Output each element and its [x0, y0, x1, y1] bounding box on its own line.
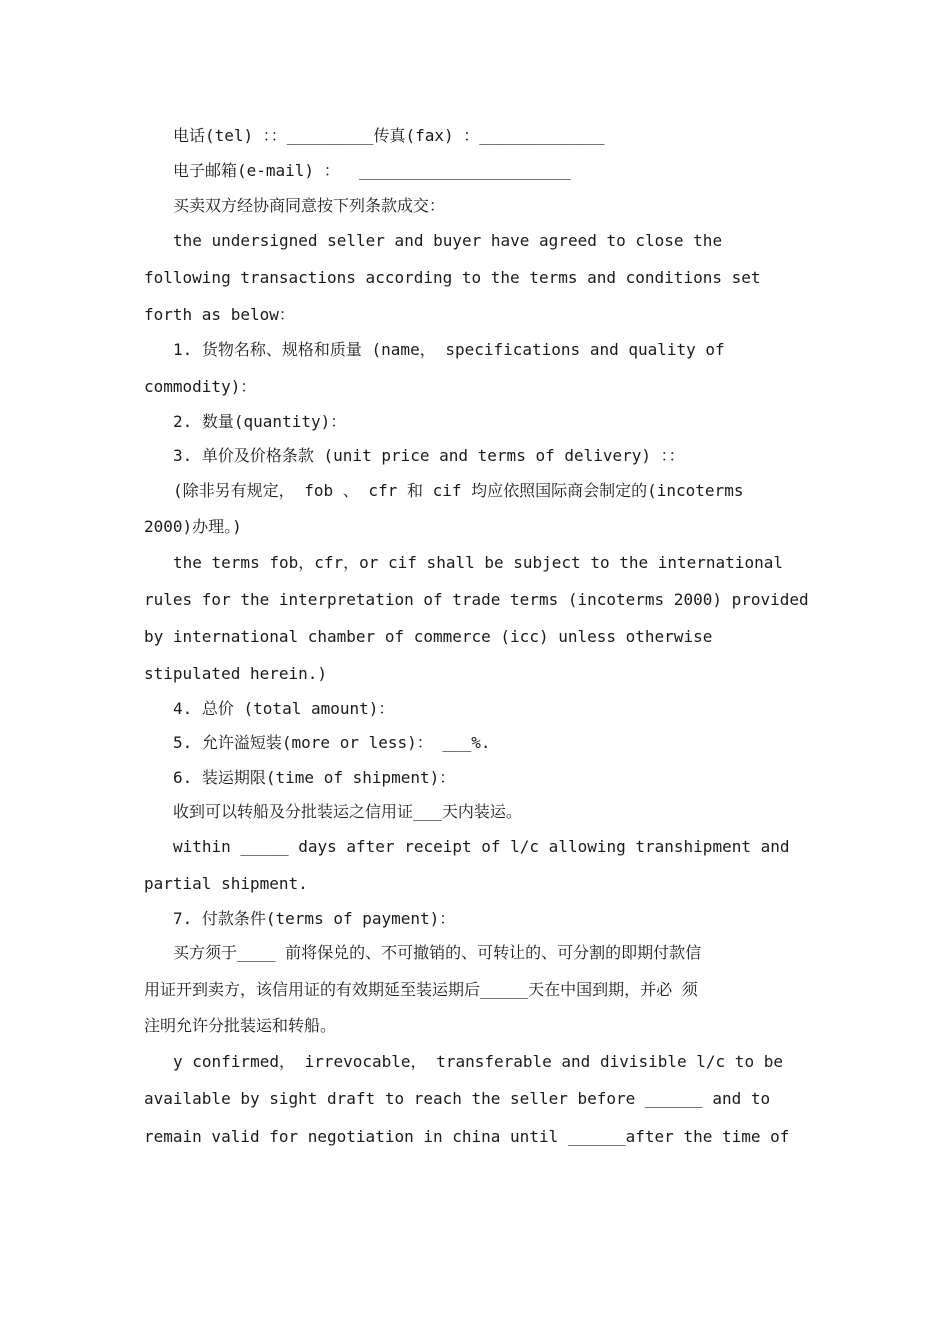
clause-7-detail-en-line-3: remain valid for negotiation in china until ______after the time of	[144, 1127, 790, 1146]
clause-3-note-en-line-4: stipulated herein.)	[144, 664, 328, 683]
agreement-intro-en-line-2: following transactions according to the terms and conditions set	[144, 268, 761, 287]
clause-1-commodity-line-1: 1. 货物名称、规格和质量 (name， specifications and quality of	[173, 340, 725, 359]
clause-2-quantity: 2. 数量(quantity)：	[173, 412, 347, 431]
clause-3-note-en-line-2: rules for the interpretation of trade terms (incoterms 2000) provided	[144, 590, 809, 609]
tel-fax-line: 电话(tel) ：：_________传真(fax) ：_____________	[173, 126, 605, 145]
clause-3-note-en-line-3: by international chamber of commerce (icc) unless otherwise	[144, 627, 713, 646]
clause-3-note-cn-line-1: (除非另有规定， fob 、 cfr 和 cif 均应依照国际商会制定的(incoterms	[173, 481, 744, 500]
clause-5-more-or-less: 5. 允许溢短装(more or less)： ___%.	[173, 733, 491, 752]
clause-7-detail-cn-line-1: 买方须于____ 前将保兑的、不可撤销的、可转让的、可分割的即期付款信	[173, 943, 702, 962]
clause-6-detail-en-line-2: partial shipment.	[144, 874, 308, 893]
agreement-intro-cn: 买卖双方经协商同意按下列条款成交：	[173, 196, 446, 215]
clause-3-unit-price: 3. 单价及价格条款 (unit price and terms of delivery) ：：	[173, 446, 685, 465]
clause-6-detail-en-line-1: within _____ days after receipt of l/c allowing transhipment and	[173, 837, 790, 856]
clause-1-commodity-line-2: commodity)：	[144, 377, 257, 396]
clause-7-terms-of-payment: 7. 付款条件(terms of payment)：	[173, 909, 456, 928]
email-line: 电子邮箱(e-mail) ： ______________________	[173, 161, 571, 180]
clause-4-total-amount: 4. 总价 (total amount)：	[173, 699, 395, 718]
clause-7-detail-en-line-1: y confirmed， irrevocable， transferable and divisible l/c to be	[173, 1052, 783, 1071]
clause-3-note-cn-line-2: 2000)办理。)	[144, 517, 242, 536]
clause-7-detail-cn-line-3: 注明允许分批装运和转船。	[144, 1016, 337, 1035]
clause-7-detail-en-line-2: available by sight draft to reach the seller before ______ and to	[144, 1089, 771, 1108]
agreement-intro-en-line-3: forth as below：	[144, 305, 295, 324]
clause-6-time-of-shipment: 6. 装运期限(time of shipment)：	[173, 768, 456, 787]
agreement-intro-en-line-1: the undersigned seller and buyer have agreed to close the	[173, 231, 723, 250]
clause-3-note-en-line-1: the terms fob，cfr，or cif shall be subject to the international	[173, 553, 783, 572]
clause-6-detail-cn: 收到可以转船及分批装运之信用证___天内装运。	[173, 802, 522, 821]
clause-7-detail-cn-line-2: 用证开到卖方，该信用证的有效期延至装运期后_____天在中国到期，并必 须	[144, 980, 698, 999]
